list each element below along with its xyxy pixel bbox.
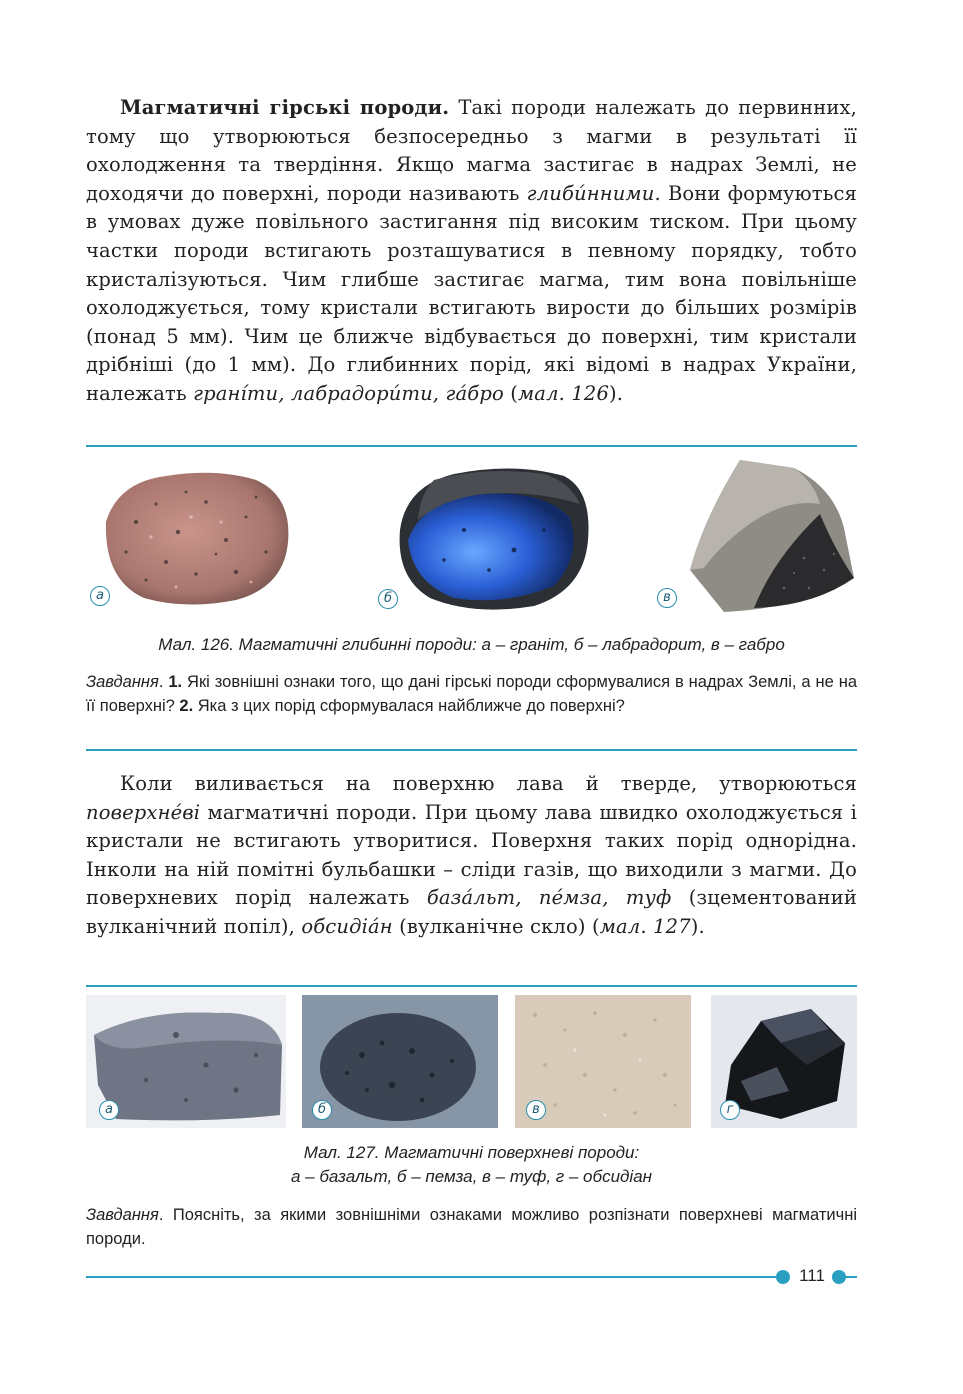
divider-top-fig126: [86, 445, 857, 447]
footer-dot-right: [832, 1270, 846, 1284]
badge-v-fig126: в: [657, 588, 677, 608]
badge-g-fig127: г: [720, 1100, 740, 1120]
caption-fig127-line1: Мал. 127. Магматичні поверхневі породи:: [303, 1143, 640, 1162]
badge-a-fig127: а: [99, 1100, 119, 1120]
footer-dot-left: [776, 1270, 790, 1284]
photo-granite: [96, 462, 296, 612]
heading-magmatic-rocks: Магматичні гірські породи.: [120, 96, 450, 119]
paragraph-extrusive-rocks: Коли виливається на поверхню лава й тверде, утворюються поверхне́ві магматичні породи. При цьому лава швидко охолоджується і кристали не встигають утворитися. Поверхня таких порід однорідна. Інколи на ній помітні бульбашки – сліди газів, що виходили з магми. До поверхневих порід належать база́льт, пе́мза, туф (зцементований вулканічний попіл), обсидіа́н (вулканічне скло) (мал. 127).: [86, 772, 857, 938]
badge-v-fig127: в: [526, 1100, 546, 1120]
badge-b-fig126: б: [378, 589, 398, 609]
page-number: 111: [799, 1266, 825, 1285]
footer-rule: [86, 1276, 776, 1278]
caption-fig126: Мал. 126. Магматичні глибинні породи: а – граніт, б – лабрадорит, в – габро: [158, 635, 785, 654]
caption-fig127-line2: а – базальт, б – пемза, в – туф, г – обсидіан: [290, 1167, 653, 1186]
badge-b-fig127: б: [312, 1100, 332, 1120]
footer-rule-tail: [845, 1276, 857, 1278]
divider-top-fig127: [86, 985, 857, 987]
divider-bottom-fig126: [86, 749, 857, 751]
paragraph-intrusive-rocks: Магматичні гірські породи. Такі породи належать до первинних, тому що утворюються безпосередньо з магми в результаті її охолодження та твердіння. Якщо магма застигає в надрах Землі, не доходячи до поверхні, породи називають глиби́нними. Вони формуються в умовах дуже повільного застигання під високим тиском. При цьому частки породи встигають розташуватися в певному порядку, тобто кристалізуються. Чим глибше застигає магма, тим вона повільніше охолоджується, тому кристали встигають вирости до більших розмірів (понад 5 мм). Чим це ближче відбувається до поверхні, тим кристали дрібніші (до 1 мм). До глибинних порід, які відомі в надрах України, належать грані́ти, лабрадори́ти, га́бро (мал. 126).: [86, 96, 857, 405]
badge-a-fig126: а: [90, 586, 110, 606]
task-fig126: Завдання. 1. Які зовнішні ознаки того, що дані гірські породи сформувалися в надрах Землі, а не на її поверхні? 2. Яка з цих порід сформувалася найближче до поверхні?: [86, 673, 857, 715]
photo-gabbro: [684, 458, 856, 614]
task-fig127: Завдання. Поясніть, за якими зовнішніми ознаками можливо розпізнати поверхневі магматичні породи.: [86, 1206, 857, 1248]
photo-labradorite: [394, 460, 594, 612]
